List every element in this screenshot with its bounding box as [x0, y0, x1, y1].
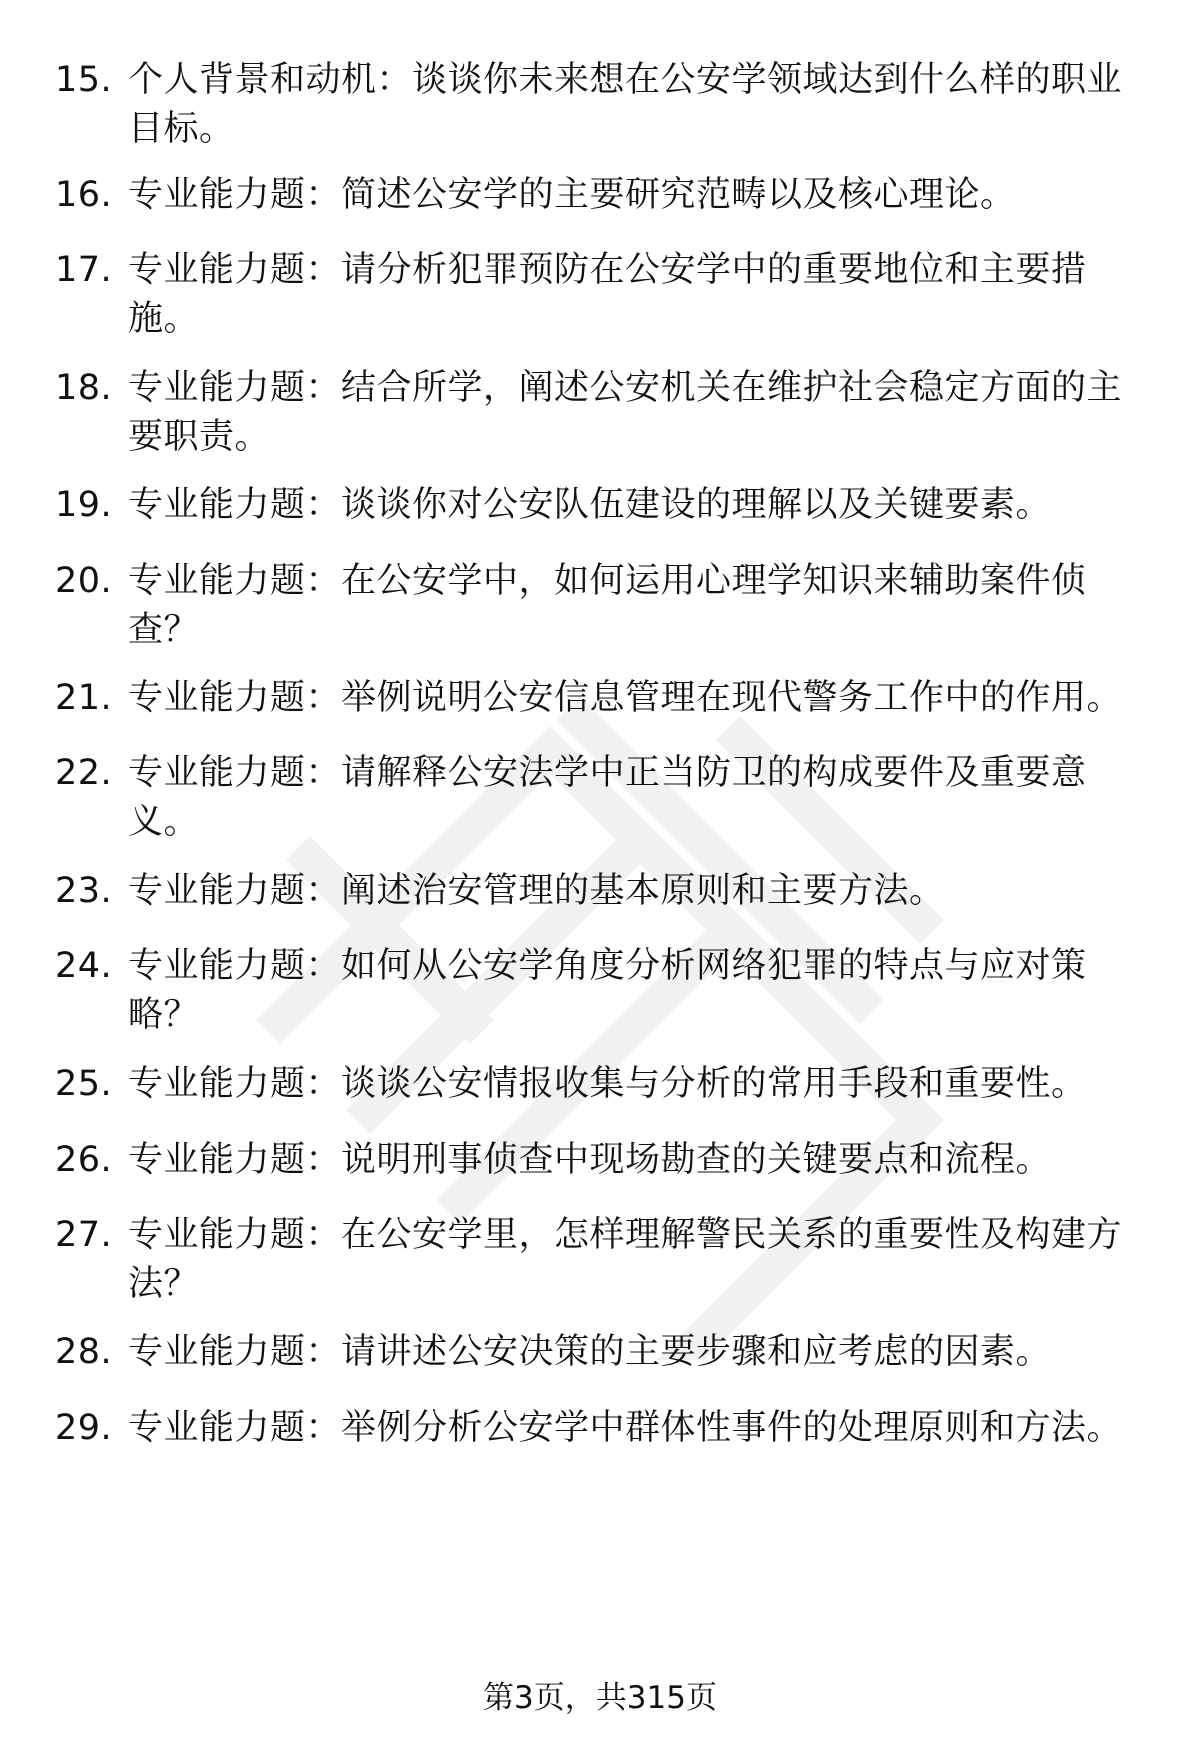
list-item [55, 867, 1165, 916]
question-number: 21. [55, 678, 113, 718]
list-item [55, 171, 1165, 220]
question-number: 15. [55, 60, 113, 100]
question-text: 专业能力题：请解释公安法学中正当防卫的构成要件及重要意义。 [128, 753, 1087, 842]
list-item [55, 749, 1165, 847]
page-footer: 第3页，共315页 [483, 1680, 717, 1716]
list-item [55, 364, 1165, 462]
question-text: 专业能力题：结合所学，阐述公安机关在维护社会稳定方面的主要职责。 [128, 368, 1123, 457]
question-number: 29. [55, 1408, 113, 1448]
list-item [55, 1404, 1165, 1453]
question-text: 专业能力题：简述公安学的主要研究范畴以及核心理论。 [128, 175, 1016, 215]
question-number: 20. [55, 561, 113, 601]
question-number: 28. [55, 1332, 113, 1372]
list-item [55, 942, 1165, 1040]
question-number: 27. [55, 1215, 113, 1255]
list-item [55, 481, 1165, 530]
list-item [55, 1328, 1165, 1377]
question-text: 专业能力题：说明刑事侦查中现场勘查的关键要点和流程。 [128, 1140, 1052, 1180]
list-item [55, 1211, 1165, 1309]
question-number: 16. [55, 175, 113, 215]
list-item [55, 674, 1165, 723]
question-number: 24. [55, 946, 113, 986]
question-text: 专业能力题：阐述治安管理的基本原则和主要方法。 [128, 871, 945, 911]
question-text: 专业能力题：请讲述公安决策的主要步骤和应考虑的因素。 [128, 1332, 1052, 1372]
question-text: 个人背景和动机：谈谈你未来想在公安学领域达到什么样的职业目标。 [128, 60, 1123, 149]
question-text: 专业能力题：在公安学里，怎样理解警民关系的重要性及构建方法？ [128, 1215, 1123, 1304]
question-text: 专业能力题：请分析犯罪预防在公安学中的重要地位和主要措施。 [128, 250, 1087, 339]
list-item [55, 1060, 1165, 1109]
question-text: 专业能力题：谈谈你对公安队伍建设的理解以及关键要素。 [128, 485, 1052, 525]
question-number: 22. [55, 753, 113, 793]
question-text: 专业能力题：如何从公安学角度分析网络犯罪的特点与应对策略？ [128, 946, 1087, 1035]
list-item [55, 246, 1165, 344]
question-number: 23. [55, 871, 113, 911]
question-number: 17. [55, 250, 113, 290]
question-text: 专业能力题：在公安学中，如何运用心理学知识来辅助案件侦查？ [128, 561, 1087, 650]
list-item [55, 1136, 1165, 1185]
question-text: 专业能力题：举例说明公安信息管理在现代警务工作中的作用。 [128, 678, 1123, 718]
list-item [55, 557, 1165, 655]
question-text: 专业能力题：谈谈公安情报收集与分析的常用手段和重要性。 [128, 1064, 1087, 1104]
list-item [55, 56, 1165, 154]
question-number: 26. [55, 1140, 113, 1180]
question-number: 18. [55, 368, 113, 408]
question-number: 19. [55, 485, 113, 525]
question-number: 25. [55, 1064, 113, 1104]
question-text: 专业能力题：举例分析公安学中群体性事件的处理原则和方法。 [128, 1408, 1123, 1448]
